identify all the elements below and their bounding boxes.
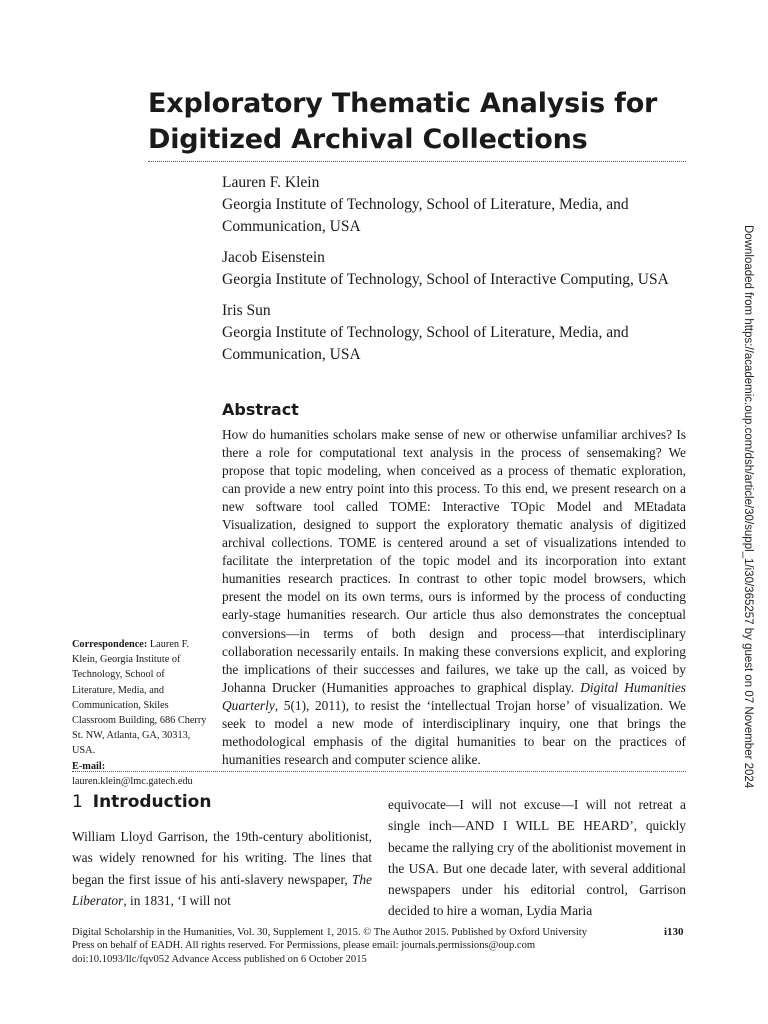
title-divider [148, 161, 686, 162]
author-name: Lauren F. Klein [222, 174, 320, 191]
abstract-text [222, 426, 686, 769]
intro-newspaper-title: The Liberator [72, 871, 372, 908]
author-2 [222, 247, 692, 291]
email-address: lauren.klein@lmc.gatech.edu [72, 775, 193, 787]
citation-footer [72, 926, 652, 966]
intro-paragraph-right: equivocate—I will not excuse—I will not retreat a single inch—AND I WILL BE HEARD’, quickly became the rallying cry of the abolitionist movement in the USA. But one decade later, with several additional newspapers under his editorial control, Garrison decided to hire a woman, Lydia Maria [388, 797, 686, 919]
intro-left-part1: William Lloyd Garrison, the 19th-century abolitionist, was widely renowned for his writing. The lines that began the first issue of his anti-slavery newspaper, [72, 829, 372, 887]
author-1 [222, 172, 692, 238]
footer-line-2: Press on behalf of EADH. All rights reserved. For Permissions, please email: journals.permissions@oup.com [72, 940, 536, 952]
abstract-heading: Abstract [222, 400, 299, 419]
footer-line-3: doi:10.1093/llc/fqv052 Advance Access published on 6 October 2015 [72, 953, 367, 965]
abstract-text-part2: , 5(1), 2011), to resist the ‘intellectual Trojan horse’ of visualization. We seek to model a new mode of interdisciplinary inquiry, one that brings the methodological emphasis of the digital humanities to bear on the practices of humanities research and computer science alike. [222, 697, 686, 767]
author-affiliation: Georgia Institute of Technology, School of Interactive Computing, USA [222, 271, 669, 288]
abstract-divider [72, 771, 686, 772]
footer-line-1: Digital Scholarship in the Humanities, Vol. 30, Supplement 1, 2015. © The Author 2015. Published by Oxford University [72, 927, 588, 938]
author-name: Iris Sun [222, 302, 271, 319]
intro-paragraph-left [72, 826, 372, 911]
section-title: Introduction [92, 792, 212, 812]
correspondence-note [72, 637, 210, 789]
correspondence-address: Lauren F. Klein, Georgia Institute of Technology, School of Literature, Media, and Communication, Skiles Classroom Building, 686 Cherry St. NW, Atlanta, GA, 30313, USA. [72, 639, 207, 757]
section-heading-introduction [72, 792, 211, 812]
intro-left-part2: , in 1831, ‘I will not [123, 892, 231, 908]
section-number: 1 [72, 792, 83, 812]
author-name: Jacob Eisenstein [222, 249, 325, 266]
download-watermark: Downloaded from https://academic.oup.com/dsh/article/30/suppl_1/i30/365257 by guest on 07 November 2024 [742, 225, 754, 789]
abstract-text-part1: How do humanities scholars make sense of new or otherwise unfamiliar archives? Is there a role for computational text analysis in the process of sensemaking? We propose that topic modeling, when conceived as a process of thematic exploration, can provide a new entry point into this process. To this end, we present research on a new software tool called TOME: Interactive TOpic Model and MEtadata Visualization, designed to support the exploratory thematic analysis of digitized archival collections. TOME is centered around a set of visualizations intended to facilitate the interpretation of the topic model and its incorporation into extant humanities research practices. In contrast to other topic model browsers, which present the model on its own terms, ours is informed by the process of conducting early-stage humanities research. Our article thus also demonstrates the conceptual conversions—in terms of both design and process—that interdisciplinary collaboration necessarily entails. In making these conversions explicit, and exploring the implications of their successes and failures, we take up the call, as voiced by Johanna Drucker (Humanities approaches to graphical display. [222, 427, 686, 695]
correspondence-label: Correspondence: [72, 639, 148, 650]
author-affiliation: Georgia Institute of Technology, School of Literature, Media, and Communication, USA [222, 196, 629, 235]
email-label: E-mail: [72, 760, 106, 772]
author-list [222, 172, 692, 375]
paper-title: Exploratory Thematic Analysis for Digitized Archival Collections [148, 88, 658, 155]
author-3 [222, 300, 692, 366]
page-number: i130 [664, 926, 684, 938]
author-affiliation: Georgia Institute of Technology, School of Literature, Media, and Communication, USA [222, 324, 629, 363]
abstract-journal-title: Digital Humanities Quarterly [222, 679, 686, 713]
